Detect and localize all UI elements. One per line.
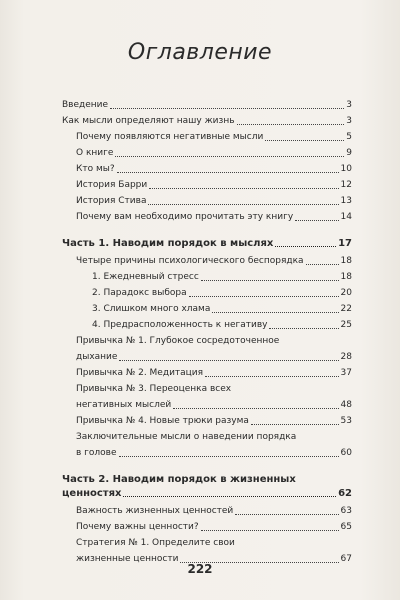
toc-entry (62, 196, 352, 207)
toc-entry-text: Привычка № 4. Новые трюки разума (76, 416, 249, 426)
toc-entry-text: Введение (62, 100, 109, 110)
toc-entry-page: 62 (338, 488, 352, 499)
toc-entry-text: Часть 1. Наводим порядок в мыслях (62, 238, 274, 249)
toc-entry-text: Четыре причины психологического беспорядка (76, 256, 304, 266)
toc-part-heading (62, 474, 352, 499)
toc-entry-text: О книге (76, 148, 114, 158)
toc-entry (62, 320, 352, 331)
toc-entry (62, 148, 352, 159)
toc-entry-text: История Стива (76, 196, 147, 206)
leader-dots (117, 172, 339, 173)
toc-entry-page: 25 (340, 320, 352, 330)
toc-entry-text: 3. Слишком много хлама (92, 304, 211, 314)
toc-entry-page: 63 (340, 506, 352, 516)
leader-dots (275, 246, 336, 247)
toc-entry-page: 60 (340, 448, 352, 458)
leader-dots (251, 424, 339, 425)
toc-entry (62, 272, 352, 283)
toc-entry-page: 18 (340, 272, 352, 282)
leader-dots (212, 312, 338, 313)
toc-entry (62, 100, 352, 111)
toc-entry-text: Важность жизненных ценностей (76, 506, 234, 516)
leader-dots (123, 496, 336, 497)
toc-entry-page: 18 (340, 256, 352, 266)
toc-entry (62, 288, 352, 299)
toc-entry-page: 5 (346, 132, 352, 142)
toc-entry (62, 132, 352, 143)
toc-entry-text: Кто мы? (76, 164, 115, 174)
toc-part-heading (62, 238, 352, 249)
toc-entry-page: 3 (346, 116, 352, 126)
leader-dots (269, 328, 338, 329)
toc-entry-text-cont: ценностях (62, 488, 122, 499)
table-of-contents (62, 100, 352, 565)
leader-dots (201, 280, 339, 281)
toc-entry (62, 416, 352, 427)
toc-entry-text: 4. Предрасположенность к негативу (92, 320, 268, 330)
leader-dots (235, 514, 338, 515)
toc-entry-page: 9 (346, 148, 352, 158)
page-title: Оглавление (127, 40, 273, 65)
toc-entry (62, 368, 352, 379)
toc-entry (62, 432, 352, 459)
leader-dots (201, 530, 339, 531)
toc-entry-page: 14 (340, 212, 352, 222)
leader-dots (237, 124, 345, 125)
toc-entry (62, 304, 352, 315)
toc-entry (62, 522, 352, 533)
toc-entry-text-cont: в голове (76, 448, 117, 458)
leader-dots (119, 456, 339, 457)
toc-entry-page: 67 (340, 554, 352, 564)
toc-entry (62, 116, 352, 127)
toc-entry-page: 65 (340, 522, 352, 532)
leader-dots (189, 296, 339, 297)
toc-entry-page: 22 (340, 304, 352, 314)
leader-dots (148, 204, 338, 205)
toc-entry-page: 37 (340, 368, 352, 378)
toc-entry-text-cont: негативных мыслей (76, 400, 172, 410)
leader-dots (110, 108, 344, 109)
toc-entry (62, 256, 352, 267)
leader-dots (115, 156, 344, 157)
leader-dots (119, 360, 338, 361)
toc-entry-text: Почему появляются негативные мысли (76, 132, 264, 142)
leader-dots (265, 140, 344, 141)
toc-entry-text: Привычка № 2. Медитация (76, 368, 204, 378)
toc-entry-text: 1. Ежедневный стресс (92, 272, 199, 282)
toc-entry-page: 13 (340, 196, 352, 206)
toc-entry-page: 17 (338, 238, 352, 249)
leader-dots (306, 264, 339, 265)
toc-entry (62, 384, 352, 411)
toc-entry-page: 12 (340, 180, 352, 190)
toc-entry (62, 506, 352, 517)
toc-entry-text: Привычка № 3. Переоценка всех (76, 384, 232, 394)
toc-entry (62, 180, 352, 191)
toc-entry-text: Стратегия № 1. Определите свои (76, 538, 235, 548)
toc-entry-text: Часть 2. Наводим порядок в жизненных (62, 474, 296, 485)
toc-entry (62, 212, 352, 223)
toc-entry-page: 48 (340, 400, 352, 410)
toc-entry-text: История Барри (76, 180, 148, 190)
toc-entry-text: 2. Парадокс выбора (92, 288, 187, 298)
toc-entry-text: Привычка № 1. Глубокое сосредоточенное (76, 336, 280, 346)
toc-entry-text-cont: дыхание (76, 352, 118, 362)
toc-entry-text: Почему вам необходимо прочитать эту книгу (76, 212, 294, 222)
toc-entry-text-cont: жизненные ценности (76, 554, 179, 564)
toc-entry (62, 164, 352, 175)
toc-entry (62, 538, 352, 565)
page-number: 222 (187, 562, 213, 576)
toc-entry-page: 10 (340, 164, 352, 174)
toc-entry-page: 28 (340, 352, 352, 362)
toc-entry-text: Почему важны ценности? (76, 522, 199, 532)
leader-dots (173, 408, 338, 409)
leader-dots (295, 220, 338, 221)
toc-entry-text: Как мысли определяют нашу жизнь (62, 116, 235, 126)
toc-entry-text: Заключительные мысли о наведении порядка (76, 432, 297, 442)
toc-entry (62, 336, 352, 363)
leader-dots (205, 376, 338, 377)
toc-entry-page: 3 (346, 100, 352, 110)
toc-entry-page: 20 (340, 288, 352, 298)
toc-entry-page: 53 (340, 416, 352, 426)
leader-dots (149, 188, 338, 189)
